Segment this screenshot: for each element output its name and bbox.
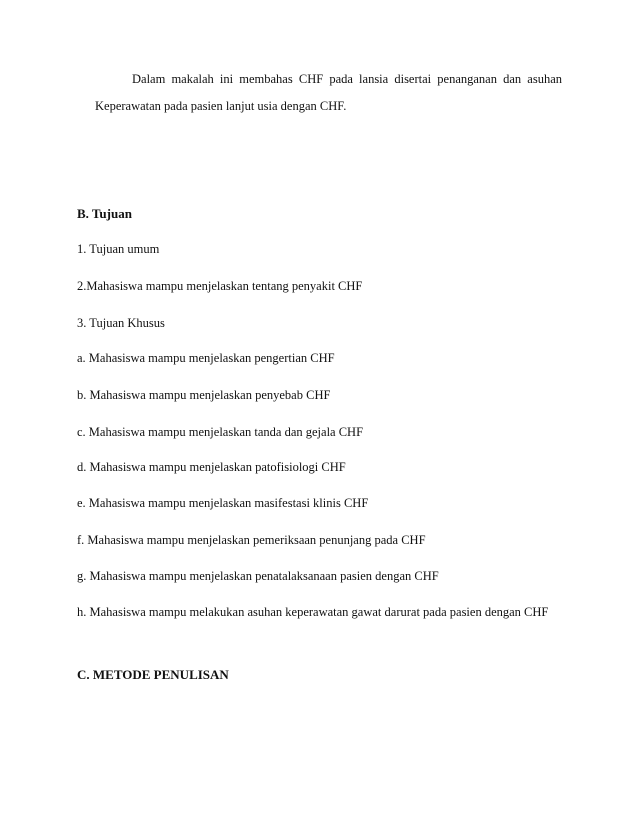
list-item: f. Mahasiswa mampu menjelaskan pemeriksaan penunjang pada CHF <box>77 533 426 547</box>
section-heading-tujuan: B. Tujuan <box>77 206 132 221</box>
list-item: e. Mahasiswa mampu menjelaskan masifestasi klinis CHF <box>77 496 369 510</box>
section-heading-metode-penulisan: C. METODE PENULISAN <box>77 667 229 682</box>
list-item: 2.Mahasiswa mampu menjelaskan tentang penyakit CHF <box>77 279 363 293</box>
list-item: c. Mahasiswa mampu menjelaskan tanda dan gejala CHF <box>77 425 364 439</box>
list-item: 1. Tujuan umum <box>77 242 160 256</box>
list-item: h. Mahasiswa mampu melakukan asuhan keperawatan gawat darurat pada pasien dengan CHF <box>77 605 549 619</box>
intro-paragraph-line-1: Dalam makalah ini membahas CHF pada lansia disertai penanganan dan asuhan <box>132 72 562 86</box>
list-item: b. Mahasiswa mampu menjelaskan penyebab CHF <box>77 388 331 402</box>
list-item: d. Mahasiswa mampu menjelaskan patofisiologi CHF <box>77 460 346 474</box>
list-item: 3. Tujuan Khusus <box>77 316 165 330</box>
list-item: g. Mahasiswa mampu menjelaskan penatalaksanaan pasien dengan CHF <box>77 569 439 583</box>
list-item: a. Mahasiswa mampu menjelaskan pengertian CHF <box>77 351 335 365</box>
intro-paragraph-line-2: Keperawatan pada pasien lanjut usia dengan CHF. <box>95 99 347 113</box>
